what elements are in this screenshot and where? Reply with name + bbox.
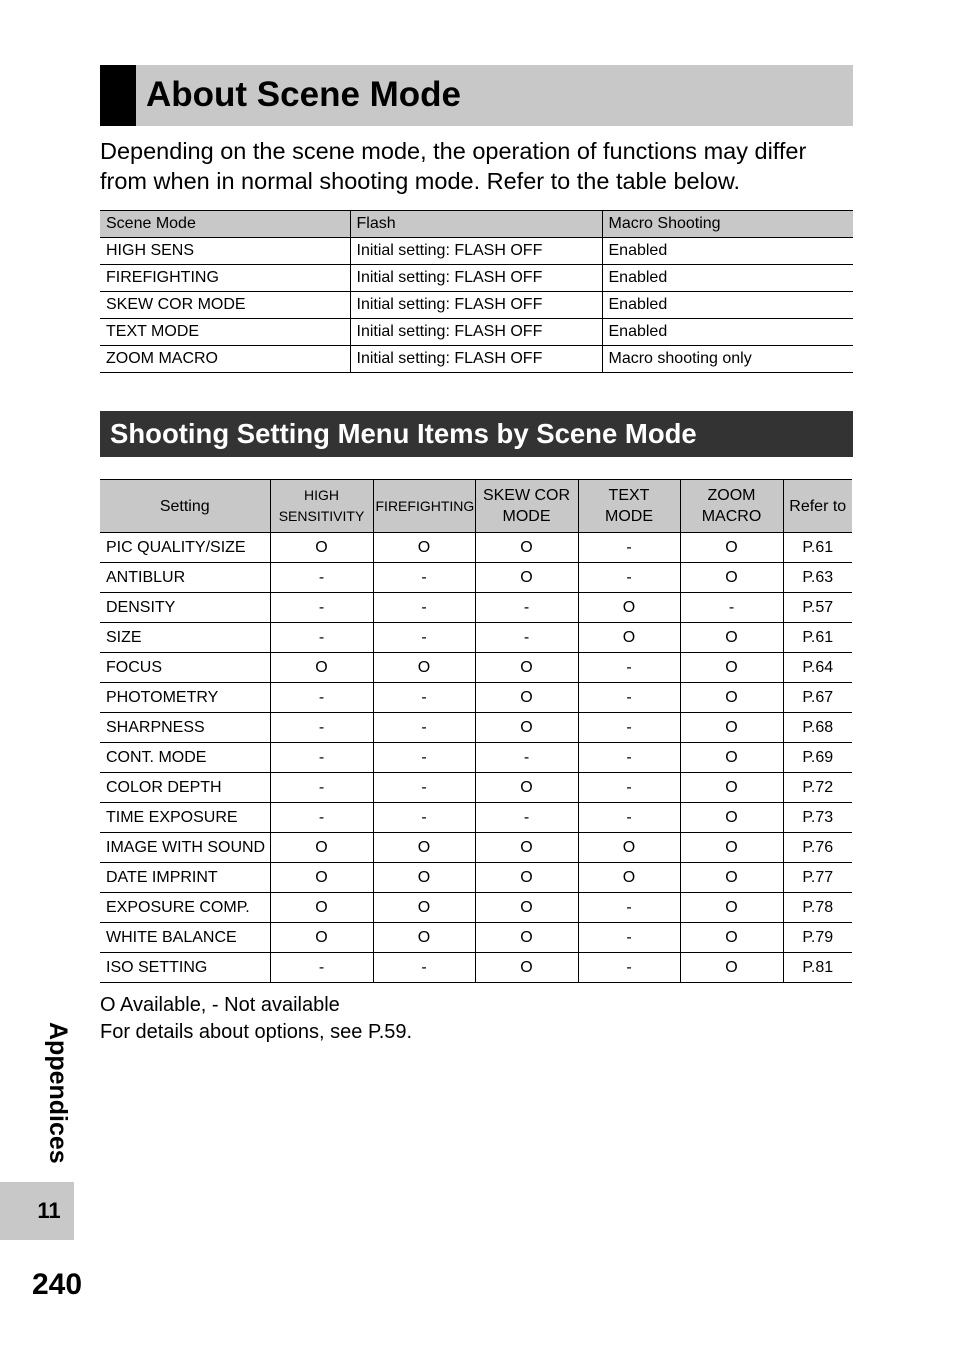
chapter-tab — [0, 1182, 74, 1240]
page-ref-cell: P.77 — [783, 863, 852, 893]
availability-cell: - — [578, 803, 680, 833]
availability-cell: O — [680, 683, 783, 713]
availability-cell: O — [475, 893, 578, 923]
availability-cell: O — [475, 863, 578, 893]
section-heading: Shooting Setting Menu Items by Scene Mode — [110, 418, 697, 449]
availability-cell: O — [680, 533, 783, 563]
availability-cell: - — [270, 563, 373, 593]
setting-name-cell: DENSITY — [100, 593, 270, 623]
table-cell: Enabled — [602, 292, 853, 319]
page-ref-cell: P.78 — [783, 893, 852, 923]
settings-table — [100, 479, 852, 983]
availability-cell: - — [578, 533, 680, 563]
setting-name-cell: ISO SETTING — [100, 953, 270, 983]
availability-cell: - — [578, 953, 680, 983]
availability-cell: O — [270, 533, 373, 563]
availability-cell: O — [680, 773, 783, 803]
availability-cell: O — [475, 653, 578, 683]
availability-cell: - — [475, 803, 578, 833]
scene-mode-table — [100, 210, 853, 373]
table-row — [100, 953, 852, 983]
availability-cell: - — [270, 953, 373, 983]
availability-cell: O — [373, 833, 475, 863]
table-cell: Enabled — [602, 319, 853, 346]
availability-cell: - — [373, 563, 475, 593]
header-line: MODE — [502, 508, 551, 525]
availability-cell: O — [270, 923, 373, 953]
side-section-label — [28, 1022, 88, 1172]
section-title-bar — [100, 65, 853, 126]
page-ref-cell: P.68 — [783, 713, 852, 743]
setting-name-cell: IMAGE WITH SOUND — [100, 833, 270, 863]
setting-name-cell: PIC QUALITY/SIZE — [100, 533, 270, 563]
availability-cell: - — [373, 713, 475, 743]
table-row — [100, 292, 853, 319]
availability-cell: - — [373, 623, 475, 653]
table-cell: Initial setting: FLASH OFF — [350, 292, 602, 319]
availability-cell: - — [270, 773, 373, 803]
table-header-cell: Flash — [350, 211, 602, 238]
header-refer-to: Refer to — [783, 480, 852, 533]
table-cell: Initial setting: FLASH OFF — [350, 238, 602, 265]
table-row — [100, 623, 852, 653]
page-ref-cell: P.73 — [783, 803, 852, 833]
setting-name-cell: FOCUS — [100, 653, 270, 683]
title-marker — [100, 65, 136, 126]
availability-cell: O — [680, 653, 783, 683]
availability-cell: O — [680, 743, 783, 773]
header-line: MODE — [605, 508, 653, 525]
intro-line: Depending on the scene mode, the operation of functions may differ — [100, 138, 807, 164]
table-cell: FIREFIGHTING — [100, 265, 350, 292]
availability-cell: - — [270, 713, 373, 743]
section-title: About Scene Mode — [146, 75, 462, 114]
availability-cell: O — [475, 773, 578, 803]
availability-cell: - — [270, 803, 373, 833]
setting-name-cell: CONT. MODE — [100, 743, 270, 773]
availability-cell: - — [270, 683, 373, 713]
table-row — [100, 319, 853, 346]
page-ref-cell: P.76 — [783, 833, 852, 863]
availability-cell: - — [373, 743, 475, 773]
availability-cell: O — [475, 923, 578, 953]
page-ref-cell: P.81 — [783, 953, 852, 983]
setting-name-cell: TIME EXPOSURE — [100, 803, 270, 833]
availability-cell: - — [578, 893, 680, 923]
availability-cell: - — [373, 773, 475, 803]
availability-cell: O — [680, 833, 783, 863]
setting-name-cell: COLOR DEPTH — [100, 773, 270, 803]
page-ref-cell: P.79 — [783, 923, 852, 953]
table-header-cell: Macro Shooting — [602, 211, 853, 238]
availability-cell: O — [270, 833, 373, 863]
availability-cell: - — [578, 743, 680, 773]
table-cell: HIGH SENS — [100, 238, 350, 265]
availability-cell: O — [680, 953, 783, 983]
chapter-number: 11 — [37, 1198, 61, 1223]
availability-cell: - — [373, 803, 475, 833]
page-ref-cell: P.69 — [783, 743, 852, 773]
page-ref-cell: P.64 — [783, 653, 852, 683]
availability-cell: - — [475, 593, 578, 623]
availability-cell: O — [475, 563, 578, 593]
availability-cell: - — [373, 593, 475, 623]
intro-paragraph — [100, 136, 860, 196]
setting-name-cell: ANTIBLUR — [100, 563, 270, 593]
availability-cell: - — [578, 653, 680, 683]
table-row — [100, 773, 852, 803]
table-row — [100, 653, 852, 683]
availability-cell: O — [475, 683, 578, 713]
availability-cell: - — [373, 953, 475, 983]
header-line: SKEW COR — [482, 487, 571, 504]
availability-cell: - — [270, 593, 373, 623]
header-setting: Setting — [100, 480, 270, 533]
page-ref-cell: P.63 — [783, 563, 852, 593]
table-cell: SKEW COR MODE — [100, 292, 350, 319]
table-row — [100, 563, 852, 593]
table-cell: ZOOM MACRO — [100, 346, 350, 373]
setting-name-cell: SIZE — [100, 623, 270, 653]
availability-cell: O — [475, 833, 578, 863]
availability-cell: - — [578, 923, 680, 953]
setting-name-cell: WHITE BALANCE — [100, 923, 270, 953]
table-row — [100, 833, 852, 863]
table-header-row — [100, 480, 852, 533]
availability-cell: - — [373, 683, 475, 713]
availability-cell: O — [680, 713, 783, 743]
availability-cell: O — [475, 953, 578, 983]
availability-cell: O — [680, 803, 783, 833]
availability-cell: O — [270, 653, 373, 683]
table-cell: Macro shooting only — [602, 346, 853, 373]
availability-cell: O — [680, 563, 783, 593]
table-legend — [100, 992, 412, 1046]
table-row — [100, 713, 852, 743]
table-row — [100, 803, 852, 833]
table-row — [100, 923, 852, 953]
setting-name-cell: DATE IMPRINT — [100, 863, 270, 893]
header-high-sensitivity — [270, 480, 373, 533]
intro-line: from when in normal shooting mode. Refer to the table below. — [100, 168, 741, 194]
setting-name-cell: SHARPNESS — [100, 713, 270, 743]
table-row — [100, 265, 853, 292]
availability-cell: O — [578, 623, 680, 653]
availability-cell: O — [475, 713, 578, 743]
table-cell: TEXT MODE — [100, 319, 350, 346]
table-cell: Initial setting: FLASH OFF — [350, 265, 602, 292]
availability-cell: - — [578, 683, 680, 713]
header-skew-cor-mode — [475, 480, 578, 533]
table-row — [100, 593, 852, 623]
page-ref-cell: P.61 — [783, 533, 852, 563]
availability-cell: O — [270, 863, 373, 893]
availability-cell: O — [373, 893, 475, 923]
header-zoom-macro — [680, 480, 783, 533]
availability-cell: - — [270, 623, 373, 653]
table-header-cell: Scene Mode — [100, 211, 350, 238]
setting-name-cell: EXPOSURE COMP. — [100, 893, 270, 923]
legend-line: For details about options, see P.59. — [100, 1021, 413, 1043]
availability-cell: O — [578, 863, 680, 893]
page-number: 240 — [32, 1268, 83, 1301]
table-row — [100, 743, 852, 773]
availability-cell: O — [680, 923, 783, 953]
table-row — [100, 683, 852, 713]
page-ref-cell: P.57 — [783, 593, 852, 623]
availability-cell: O — [373, 653, 475, 683]
availability-cell: O — [578, 593, 680, 623]
table-cell: Initial setting: FLASH OFF — [350, 346, 602, 373]
availability-cell: - — [475, 743, 578, 773]
availability-cell: O — [680, 863, 783, 893]
availability-cell: - — [475, 623, 578, 653]
availability-cell: O — [373, 923, 475, 953]
table-row — [100, 533, 852, 563]
section-header-bar — [100, 411, 853, 457]
table-cell: Initial setting: FLASH OFF — [350, 319, 602, 346]
table-row — [100, 893, 852, 923]
availability-cell: O — [680, 623, 783, 653]
availability-cell: O — [475, 533, 578, 563]
availability-cell: O — [680, 893, 783, 923]
availability-cell: O — [373, 863, 475, 893]
header-line: ZOOM — [707, 487, 756, 504]
availability-cell: - — [270, 743, 373, 773]
availability-cell: O — [578, 833, 680, 863]
table-header-row — [100, 211, 853, 238]
page-ref-cell: P.67 — [783, 683, 852, 713]
header-firefighting: FIREFIGHTING — [373, 480, 475, 533]
header-line: TEXT — [608, 487, 650, 504]
page-ref-cell: P.72 — [783, 773, 852, 803]
availability-cell: - — [578, 773, 680, 803]
side-label-text: Appendices — [44, 1022, 72, 1164]
availability-cell: - — [578, 563, 680, 593]
header-line: MACRO — [701, 508, 762, 525]
header-line: SENSITIVITY — [278, 508, 365, 524]
availability-cell: - — [578, 713, 680, 743]
table-row — [100, 346, 853, 373]
table-cell: Enabled — [602, 238, 853, 265]
table-row — [100, 863, 852, 893]
availability-cell: O — [373, 533, 475, 563]
header-text-mode — [578, 480, 680, 533]
legend-line: O Available, - Not available — [100, 994, 340, 1016]
table-cell: Enabled — [602, 265, 853, 292]
header-line: HIGH — [304, 487, 339, 503]
page-ref-cell: P.61 — [783, 623, 852, 653]
setting-name-cell: PHOTOMETRY — [100, 683, 270, 713]
availability-cell: O — [270, 893, 373, 923]
table-row — [100, 238, 853, 265]
availability-cell: - — [680, 593, 783, 623]
